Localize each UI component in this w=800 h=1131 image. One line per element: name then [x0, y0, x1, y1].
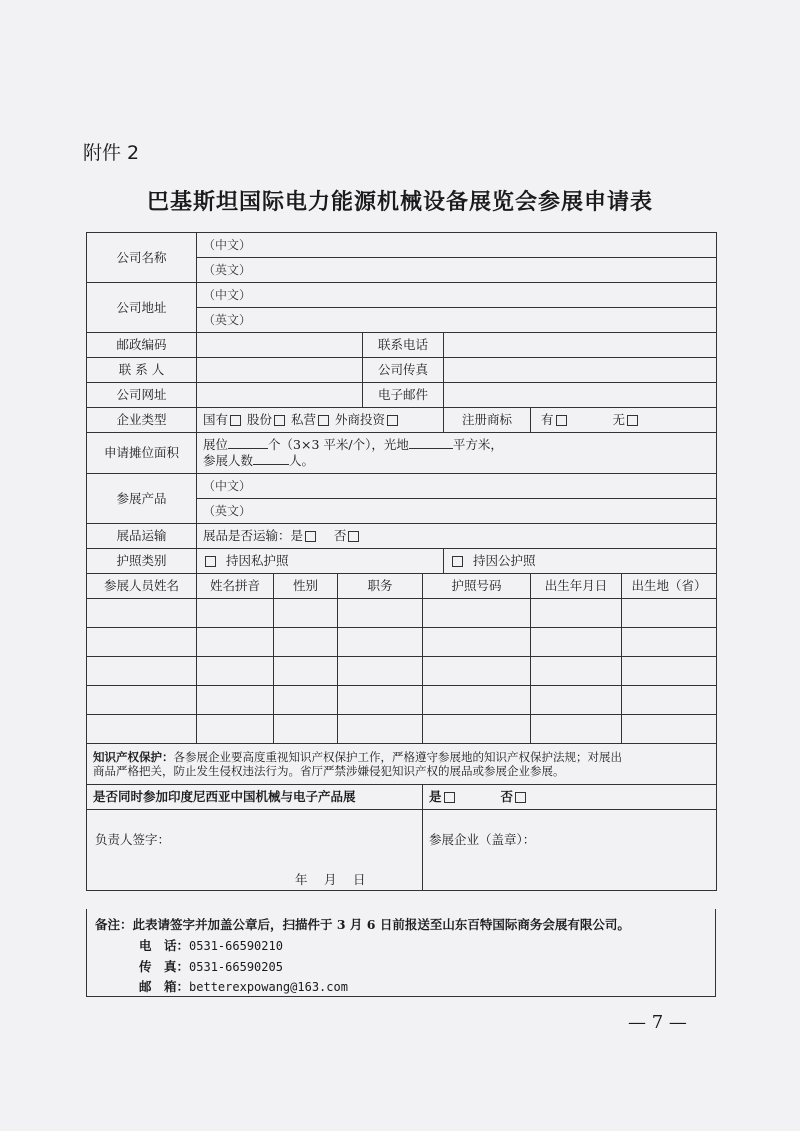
note-email-value: betterexpowang@163.com [189, 980, 348, 994]
type-private-checkbox[interactable] [318, 415, 329, 426]
personnel-title-header: 职务 [338, 574, 423, 599]
phone-field[interactable] [444, 333, 717, 358]
phone-line [139, 936, 283, 954]
products-en-field[interactable]: （英文） [197, 499, 717, 524]
people-count-blank[interactable] [253, 464, 289, 465]
indonesia-no-checkbox[interactable] [515, 792, 526, 803]
products-label: 参展产品 [87, 474, 197, 524]
booth-suffix: 平方米， [452, 437, 503, 453]
postcode-field[interactable] [197, 333, 363, 358]
website-label: 公司网址 [87, 383, 197, 408]
company-name-en-field[interactable]: （英文） [197, 258, 717, 283]
personnel-pinyin-header: 姓名拼音 [197, 574, 274, 599]
note-phone-value: 0531-66590210 [189, 939, 283, 953]
indonesia-yes: 是 [429, 789, 442, 805]
note-email-label: 邮 箱： [139, 979, 190, 994]
signature-label: 负责人签字： [95, 832, 171, 847]
official-passport-checkbox[interactable] [452, 556, 463, 567]
trademark-yes: 有 [540, 412, 554, 428]
company-name-cn-field[interactable]: （中文） [197, 233, 717, 258]
company-name-label: 公司名称 [87, 233, 197, 283]
company-address-cn-field[interactable]: （中文） [197, 283, 717, 308]
trademark-no: 无 [612, 412, 625, 428]
contact-label: 联 系 人 [87, 358, 197, 383]
form-title: 巴基斯坦国际电力能源机械设备展览会参展申请表 [146, 190, 653, 215]
signature-cell[interactable] [87, 810, 423, 891]
personnel-row[interactable] [87, 715, 717, 744]
stamp-cell[interactable] [423, 810, 717, 891]
booth-mid: 个（3×3 平米/个），光地 [268, 437, 409, 453]
indonesia-yes-checkbox[interactable] [444, 792, 455, 803]
shipping-question: 展品是否运输：是 [203, 528, 304, 544]
attachment-label: 附件 2 [83, 142, 140, 164]
shipping-no-checkbox[interactable] [348, 531, 359, 542]
remark-label: 备注： [95, 917, 133, 932]
official-passport-option [444, 549, 717, 574]
trademark-yes-checkbox[interactable] [556, 415, 567, 426]
page-number: — 7 — [628, 1012, 687, 1033]
notes-box [86, 909, 716, 997]
fax-label: 公司传真 [363, 358, 444, 383]
private-passport-checkbox[interactable] [205, 556, 216, 567]
email-field[interactable] [444, 383, 717, 408]
personnel-row[interactable] [87, 657, 717, 686]
application-form [86, 232, 717, 891]
ip-protection-notice [87, 744, 717, 785]
type-private: 私营 [291, 412, 317, 428]
note-phone-label: 电 话： [139, 938, 190, 953]
ip-text-line2: 商品严格把关，防止发生侵权违法行为。省厅严禁涉嫌侵犯知识产权的展品或参展企业参展。 [93, 764, 565, 778]
personnel-row[interactable] [87, 628, 717, 657]
booth-area-label: 申请摊位面积 [87, 433, 197, 474]
personnel-gender-header: 性别 [274, 574, 338, 599]
fax-field[interactable] [444, 358, 717, 383]
trademark-label: 注册商标 [444, 408, 531, 433]
signature-date: 年 月 日 [295, 872, 366, 887]
type-foreign-checkbox[interactable] [387, 415, 398, 426]
email-label: 电子邮件 [363, 383, 444, 408]
remark-text: 此表请签字并加盖公章后，扫描件于 3 月 6 日前报送至山东百特国际商务会展有限公司。 [132, 917, 630, 932]
personnel-row[interactable] [87, 686, 717, 715]
indonesia-options [423, 785, 717, 810]
shipping-no: 否 [333, 528, 347, 544]
shipping-yes-checkbox[interactable] [305, 531, 316, 542]
personnel-name-header: 参展人员姓名 [87, 574, 197, 599]
postcode-label: 邮政编码 [87, 333, 197, 358]
phone-label: 联系电话 [363, 333, 444, 358]
website-field[interactable] [197, 383, 363, 408]
type-joint-stock-checkbox[interactable] [274, 415, 285, 426]
personnel-passport-header: 护照号码 [423, 574, 531, 599]
note-fax-value: 0531-66590205 [189, 960, 283, 974]
private-passport-option [197, 549, 444, 574]
company-address-en-field[interactable]: （英文） [197, 308, 717, 333]
remark-line [95, 915, 630, 933]
enterprise-type-options [197, 408, 444, 433]
booth-prefix: 展位 [203, 437, 229, 453]
trademark-options [531, 408, 717, 433]
private-passport-label: 持因私护照 [225, 553, 289, 569]
enterprise-type-label: 企业类型 [87, 408, 197, 433]
passport-type-label: 护照类别 [87, 549, 197, 574]
note-fax-label: 传 真： [139, 959, 190, 974]
raw-space-blank[interactable] [409, 448, 453, 449]
ip-label: 知识产权保护： [93, 749, 174, 764]
products-cn-field[interactable]: （中文） [197, 474, 717, 499]
ip-text-line1: 各参展企业要高度重视知识产权保护工作，严格遵守参展地的知识产权保护法规；对展出 [173, 749, 622, 764]
company-address-label: 公司地址 [87, 283, 197, 333]
type-state-owned: 国有 [203, 412, 229, 428]
people-prefix: 参展人数 [203, 453, 254, 468]
people-suffix: 人。 [289, 453, 315, 468]
indonesia-no: 否 [500, 789, 513, 805]
personnel-header-row [87, 574, 717, 599]
shipping-label: 展品运输 [87, 524, 197, 549]
type-state-owned-checkbox[interactable] [230, 415, 241, 426]
shipping-field [197, 524, 717, 549]
stamp-label: 参展企业（盖章）： [429, 832, 536, 847]
booth-count-blank[interactable] [228, 448, 268, 449]
booth-area-field [197, 433, 717, 474]
type-foreign: 外商投资 [335, 412, 386, 428]
contact-field[interactable] [197, 358, 363, 383]
personnel-birthdate-header: 出生年月日 [531, 574, 622, 599]
personnel-row[interactable] [87, 599, 717, 628]
official-passport-label: 持因公护照 [472, 553, 536, 569]
trademark-no-checkbox[interactable] [627, 415, 638, 426]
personnel-birthplace-header: 出生地（省） [622, 574, 717, 599]
indonesia-question: 是否同时参加印度尼西亚中国机械与电子产品展 [87, 785, 423, 810]
email-line [139, 977, 348, 995]
fax-line [139, 957, 283, 975]
type-joint-stock: 股份 [247, 412, 273, 428]
